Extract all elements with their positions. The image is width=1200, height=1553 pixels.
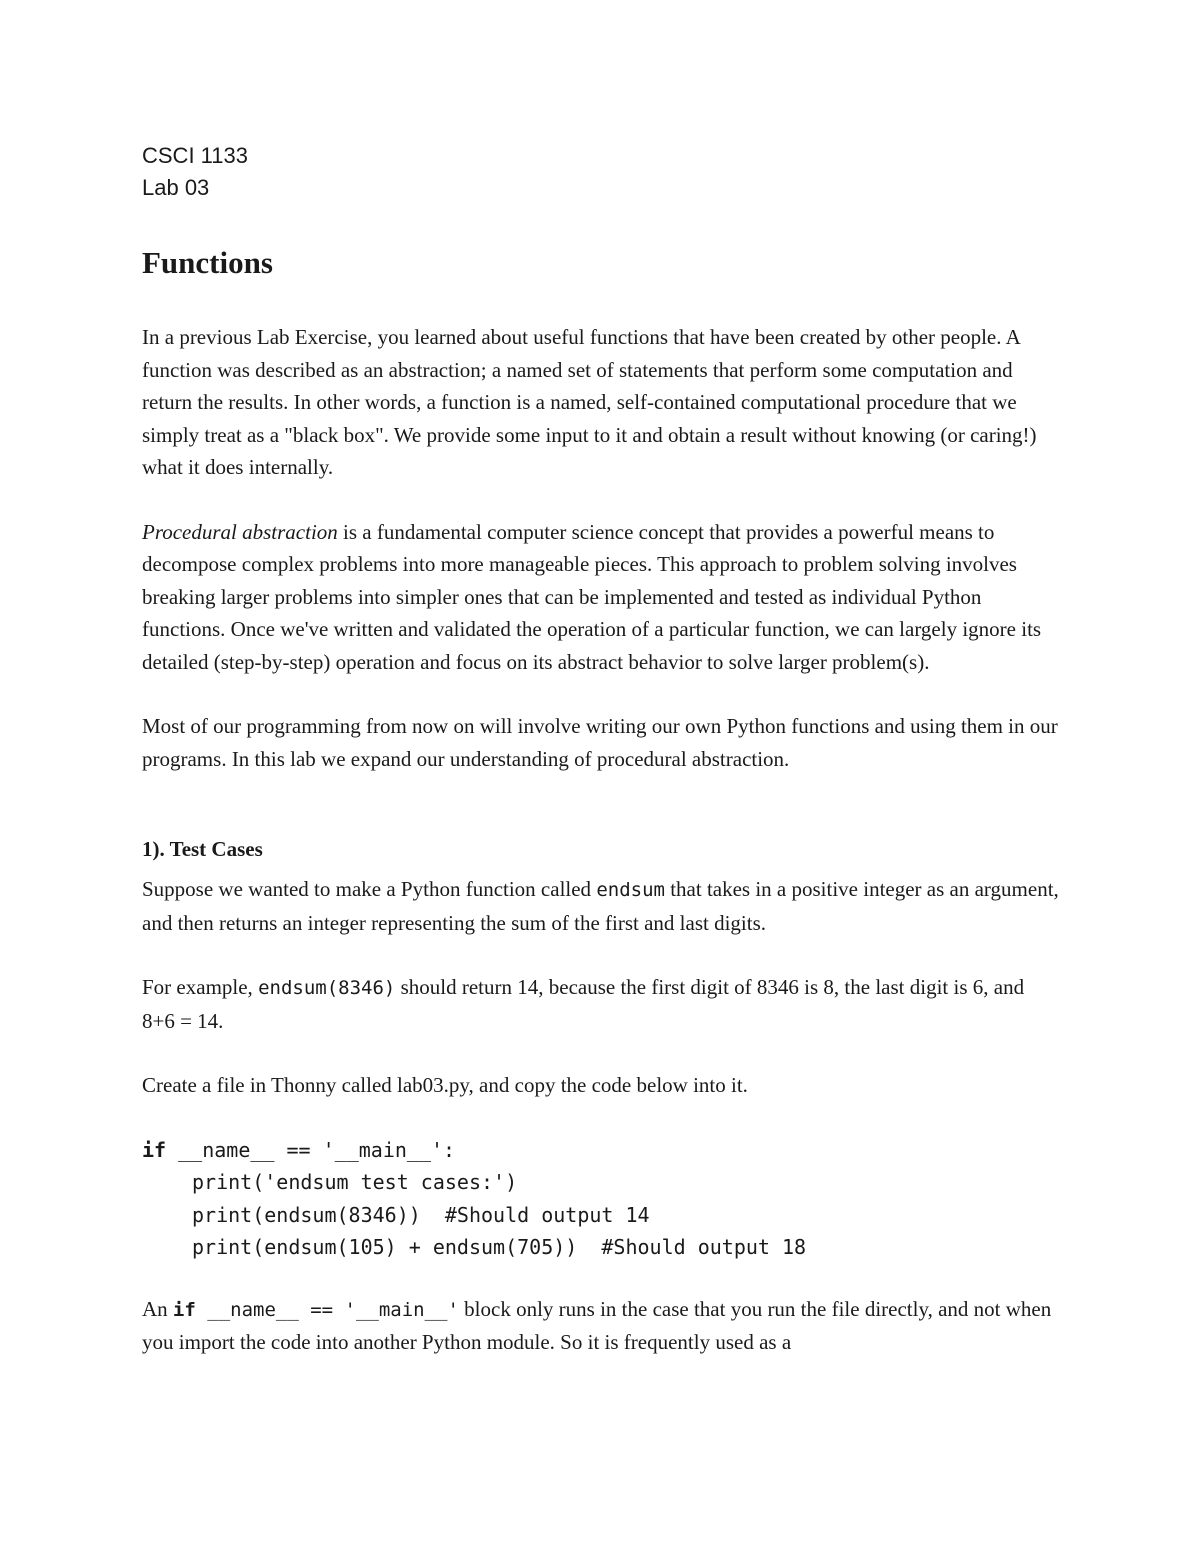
- inline-code-endsum: endsum: [596, 879, 665, 901]
- section1-paragraph-4: [142, 1293, 1062, 1359]
- text-run: For example,: [142, 975, 259, 999]
- code-line-3: print(endsum(8346)) #Should output 14: [192, 1202, 650, 1227]
- intro-paragraph-3: Most of our programming from now on will involve writing our own Python functions and using them in our programs. In this lab we expand our understanding of procedural abstraction.: [142, 714, 1058, 771]
- code-text: __name__ == '__main__':: [166, 1137, 456, 1162]
- intro-paragraph-2: [142, 516, 1062, 679]
- code-line-2: print('endsum test cases:'): [192, 1170, 518, 1194]
- code-line-1: [142, 1134, 1062, 1167]
- inline-code-if: if: [172, 1298, 196, 1321]
- document-page: [142, 140, 1062, 1359]
- code-line-4: print(endsum(105) + endsum(705)) #Should output 18: [192, 1235, 807, 1259]
- inline-code-endsum-call: endsum(8346): [258, 977, 396, 999]
- section-heading-test-cases: 1). Test Cases: [142, 837, 263, 861]
- code-block: [142, 1134, 1062, 1264]
- inline-code-name-main: __name__ == '__main__': [195, 1298, 459, 1321]
- lab-number: Lab 03: [142, 175, 210, 200]
- section1-paragraph-3: Create a file in Thonny called lab03.py, and copy the code below into it.: [142, 1073, 748, 1097]
- text-run: Suppose we wanted to make a Python function called: [142, 877, 597, 901]
- section1-paragraph-2: [142, 971, 1062, 1037]
- intro-paragraph-1: In a previous Lab Exercise, you learned about useful functions that have been created by other people. A function was described as an abstraction; a named set of statements that perform some computation and return the results. In other words, a function is a named, self-contained computational procedure that we simply treat as a "black box". We provide some input to it and obtain a result without knowing (or caring!) what it does internally.: [142, 325, 1037, 479]
- intro-paragraph-2-text: is a fundamental computer science concept that provides a powerful means to decompose complex problems into more manageable pieces. This approach to problem solving involves breaking larger problems into simpler ones that can be implemented and tested as individual Python functions. Once we've written and validated the operation of a particular function, we can largely ignore its detailed (step-by-step) operation and focus on its abstract behavior to solve larger problem(s).: [142, 519, 1042, 674]
- procedural-abstraction-term: Procedural abstraction: [142, 519, 338, 544]
- page-title: Functions: [142, 245, 273, 280]
- code-keyword-if: if: [142, 1137, 167, 1162]
- text-run: that takes in a positive integer as an argument, and then returns an integer representing the sum of the first and last digits.: [142, 877, 1059, 935]
- text-run: block only runs in the case that you run the file directly, and not when you import the code into another Python module. So it is frequently used as a: [142, 1296, 1052, 1354]
- course-code: CSCI 1133: [142, 143, 248, 168]
- section1-paragraph-1: [142, 873, 1062, 939]
- text-run: should return 14, because the first digit of 8346 is 8, the last digit is 6, and 8+6 = 14.: [142, 975, 1025, 1033]
- text-run: An: [142, 1296, 173, 1321]
